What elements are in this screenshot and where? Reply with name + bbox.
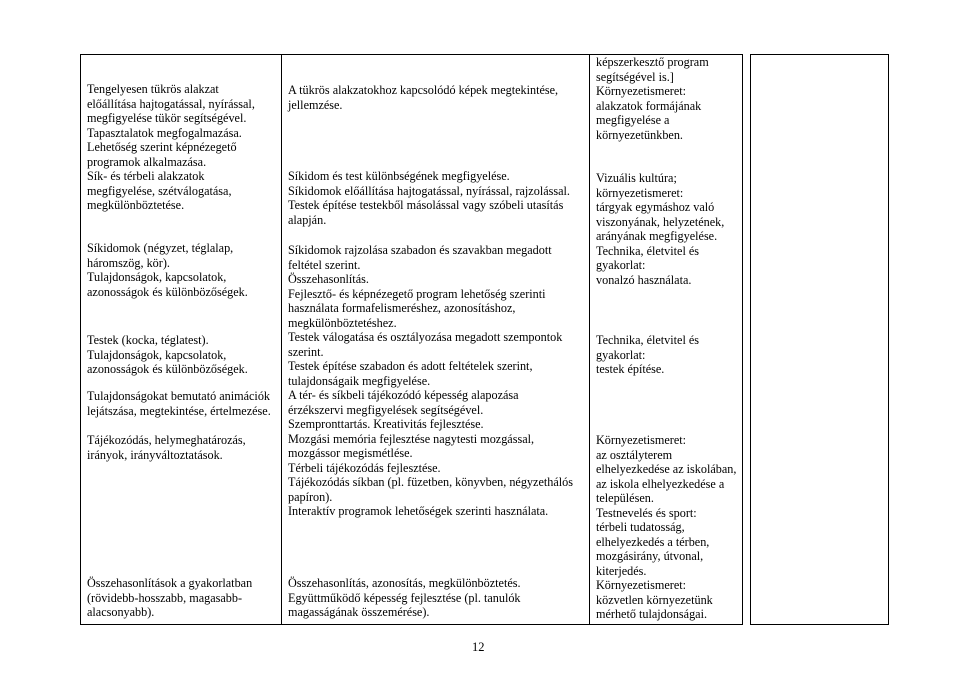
text-line: használata formafelismeréshez, azonosításhoz,	[288, 301, 516, 315]
text-line: magasságának összemérése).	[288, 605, 430, 619]
text-line: Technika, életvitel és	[596, 333, 700, 347]
text-line: Testnevelés és sport:	[596, 505, 697, 520]
text-line: Testek válogatása és osztályozása megadott szempontok	[288, 330, 563, 344]
text-line: (rövidebb-hosszabb, magasabb-	[87, 590, 243, 605]
text-line: képszerkesztő program	[596, 55, 709, 69]
text-line: Lehetőség szerint képnézegető	[87, 140, 237, 154]
text-line: Síkidomok előállítása hajtogatással, nyírással, rajzolással.	[288, 183, 570, 198]
text-line: érzékszervi megfigyelések segítségével.	[288, 402, 484, 417]
text-line: Sík- és térbeli alakzatok	[87, 169, 205, 183]
text-line: szerint.	[288, 344, 324, 359]
text-line: A tükrös alakzatokhoz kapcsolódó képek megtekintése,	[288, 83, 559, 97]
text-line: kiterjedés.	[596, 563, 647, 578]
text-line: mérhető tulajdonságai.	[596, 607, 708, 621]
text-line: Fejlesztő- és képnézegető program lehetőség szerinti	[288, 286, 546, 301]
table-bottom-border	[80, 624, 743, 625]
text-line: tulajdonságaik megfigyelése.	[288, 373, 431, 388]
text-line: Tájékozódás, helymeghatározás,	[87, 433, 246, 447]
text-line: alacsonyabb).	[87, 605, 155, 619]
column-divider-2	[589, 54, 590, 625]
text-line: jellemzése.	[288, 97, 343, 112]
text-line: lejátszása, megtekintése, értelmezése.	[87, 403, 271, 418]
text-line: Tengelyesen tükrös alakzat	[87, 82, 219, 96]
col3-block-technika	[596, 333, 740, 377]
right-box-bottom-border	[750, 624, 889, 625]
col1-block-animaciok	[87, 389, 279, 418]
text-line: Síkidomok rajzolása szabadon és szavakban megadott	[288, 243, 552, 257]
text-line: Környezetismeret:	[596, 433, 687, 447]
text-line: előállítása hajtogatással, nyírással,	[87, 96, 255, 111]
text-line: megkülönböztetése.	[87, 198, 185, 212]
text-line: Tulajdonságokat bemutató animációk	[87, 389, 271, 403]
text-line: gyakorlat:	[596, 258, 646, 272]
text-line: Tulajdonságok, kapcsolatok,	[87, 270, 227, 284]
text-line: megfigyelése tükör segítségével.	[87, 111, 247, 125]
text-line: papíron).	[288, 489, 333, 504]
text-line: vonalzó használata.	[596, 272, 692, 287]
text-line: tárgyak egymáshoz való	[596, 200, 715, 214]
text-line: közvetlen környezetünk	[596, 592, 713, 607]
text-line: Együttműködő képesség fejlesztése (pl. tanulók	[288, 590, 521, 605]
text-line: alapján.	[288, 212, 327, 227]
text-line: Testek építése szabadon és adott feltételek szerint,	[288, 359, 533, 373]
text-line: Interaktív programok lehetőségek szerinti használata.	[288, 504, 549, 518]
col1-block-testek	[87, 333, 279, 377]
col2-block-tukros-kepek	[288, 83, 587, 112]
col2-block-osszehasonlitas	[288, 576, 587, 620]
text-line: elhelyezkedés a térben,	[596, 534, 710, 549]
text-line: Tapasztalatok megfogalmazása.	[87, 125, 242, 140]
table-left-border	[80, 54, 81, 625]
text-line: testek építése.	[596, 362, 665, 376]
col3-block-vizualis-kultura	[596, 171, 740, 287]
col1-block-osszehasonlitasok	[87, 576, 279, 620]
text-line: viszonyának, helyzetének,	[596, 214, 725, 229]
text-line: Síkidom és test különbségének megfigyelése.	[288, 169, 510, 183]
column-divider-1	[281, 54, 282, 625]
text-line: környezetismeret:	[596, 185, 684, 200]
text-line: Tulajdonságok, kapcsolatok,	[87, 347, 227, 362]
text-line: programok alkalmazása.	[87, 154, 207, 169]
text-line: Környezetismeret:	[596, 578, 687, 592]
text-line: elhelyezkedése az iskolában,	[596, 462, 737, 476]
right-box-top-border	[750, 54, 889, 55]
text-line: Összehasonlítások a gyakorlatban	[87, 576, 253, 590]
right-box-left-border	[750, 54, 751, 625]
col3-block-kornyezetismeret	[596, 433, 740, 622]
text-line: mozgássor megismétlése.	[288, 446, 413, 460]
text-line: megkülönböztetéshez.	[288, 315, 397, 330]
text-line: alakzatok formájának	[596, 98, 702, 113]
text-line: Összehasonlítás.	[288, 272, 369, 286]
text-line: Összehasonlítás, azonosítás, megkülönböztetés.	[288, 576, 521, 590]
text-line: megfigyelése a	[596, 113, 670, 127]
text-line: azonosságok és különbözőségek.	[87, 284, 248, 299]
col3-block-kepszerkeszto	[596, 55, 740, 142]
text-line: Mozgási memória fejlesztése nagytesti mozgással,	[288, 431, 535, 446]
text-line: Tájékozódás síkban (pl. füzetben, könyvben, négyzethálós	[288, 475, 573, 489]
column-divider-3	[742, 54, 743, 625]
text-line: Síkidomok (négyzet, téglalap,	[87, 241, 234, 255]
col1-block-sikidomok	[87, 241, 279, 299]
text-line: Környezetismeret:	[596, 84, 687, 98]
col1-block-tajekozodas	[87, 433, 279, 462]
text-line: segítségével is.]	[596, 69, 674, 84]
text-line: A tér- és síkbeli tájékozódó képesség alapozása	[288, 388, 519, 402]
col2-block-sikidom-test	[288, 169, 587, 227]
right-box-right-border	[888, 54, 889, 625]
text-line: az iskola elhelyezkedése a	[596, 476, 725, 491]
text-line: Testek (kocka, téglatest).	[87, 333, 209, 347]
text-line: háromszög, kör).	[87, 255, 170, 270]
text-line: Testek építése testekből másolással vagy szóbeli utasítás	[288, 198, 564, 212]
text-line: településen.	[596, 491, 654, 505]
text-line: feltétel szerint.	[288, 257, 361, 272]
text-line: az osztályterem	[596, 447, 673, 462]
text-line: környezetünkben.	[596, 127, 683, 142]
text-line: azonosságok és különbözőségek.	[87, 362, 248, 376]
text-line: Szempronttartás. Kreativitás fejlesztése.	[288, 417, 484, 431]
text-line: Technika, életvitel és	[596, 243, 700, 258]
text-line: Térbeli tájékozódás fejlesztése.	[288, 460, 441, 475]
col2-block-fejlesztes	[288, 243, 587, 519]
text-line: gyakorlat:	[596, 347, 646, 362]
col1-block-tukros-alakzat	[87, 82, 279, 213]
text-line: Vizuális kultúra;	[596, 171, 677, 185]
text-line: irányok, irányváltoztatások.	[87, 447, 223, 462]
page-number: 12	[472, 640, 485, 654]
text-line: megfigyelése, szétválogatása,	[87, 183, 232, 198]
text-line: arányának megfigyelése.	[596, 229, 718, 243]
text-line: térbeli tudatosság,	[596, 520, 685, 534]
text-line: mozgásirány, útvonal,	[596, 549, 704, 563]
